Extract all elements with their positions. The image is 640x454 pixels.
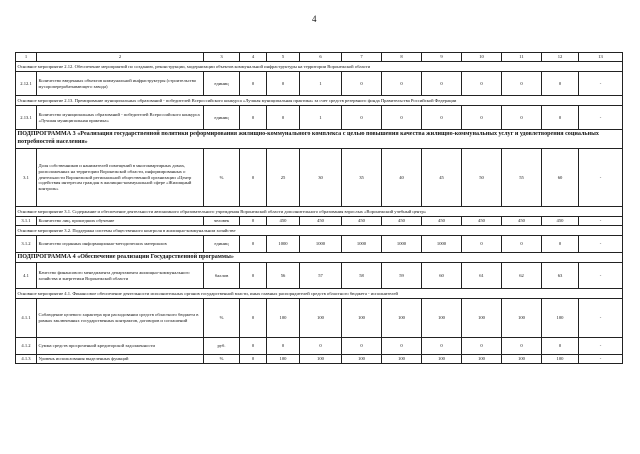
indicator-unit: %	[204, 299, 240, 338]
column-number: 2	[37, 53, 204, 62]
column-number: 10	[462, 53, 502, 62]
column-number: 8	[382, 53, 422, 62]
indicator-value: 57	[300, 263, 342, 289]
indicator-value: 1000	[300, 236, 342, 253]
indicator-value: 35	[342, 149, 382, 207]
indicator-value: 0	[502, 236, 542, 253]
indicator-value: 0	[267, 72, 300, 96]
indicator-value: 0	[422, 338, 462, 355]
indicator-value: 56	[267, 263, 300, 289]
column-number-row	[16, 53, 623, 62]
indicator-name: Уровень использования выделенных функций	[37, 355, 204, 364]
indicator-row	[16, 338, 623, 355]
indicator-value: 0	[382, 106, 422, 130]
indicator-value: 450	[422, 217, 462, 226]
indicator-value: 0	[240, 149, 267, 207]
indicator-value: 0	[240, 338, 267, 355]
column-number: 5	[267, 53, 300, 62]
indicator-value: 0	[502, 72, 542, 96]
indicator-value: 100	[502, 299, 542, 338]
indicator-code: 2.13.1	[16, 106, 37, 130]
indicator-name: Доля собственников и нанимателей помещений в многоквартирных домах, расположенных на территории Воронежской области, информированных о деятельности Воронежской региональной общественной организации «Центр содействия интересам граждан в жилищно-коммунальной сфере «Жилищный контроль»	[37, 149, 204, 207]
indicator-value: 450	[462, 217, 502, 226]
indicator-unit: баллов	[204, 263, 240, 289]
indicator-value: 0	[240, 106, 267, 130]
activity-row	[16, 226, 623, 236]
column-number: 9	[422, 53, 462, 62]
column-number: 7	[342, 53, 382, 62]
indicator-name: Сумма средств просроченной кредиторской задолженности	[37, 338, 204, 355]
indicator-value: -	[579, 338, 623, 355]
indicator-value: 100	[422, 355, 462, 364]
indicator-value: 1000	[342, 236, 382, 253]
indicator-name: Качество финансового менеджмента департамента жилищно-коммунального хозяйства и энергетики Воронежской области	[37, 263, 204, 289]
column-number: 6	[300, 53, 342, 62]
indicator-value: 62	[502, 263, 542, 289]
indicator-code: 4.1.1	[16, 299, 37, 338]
indicator-value: -	[579, 299, 623, 338]
indicator-value: 0	[422, 72, 462, 96]
indicator-name: Соблюдение целевого характера при расходовании средств областного бюджета в рамках заключенных государственных контрактов, договоров и соглашений	[37, 299, 204, 338]
indicator-row	[16, 236, 623, 253]
indicator-value: 60	[422, 263, 462, 289]
indicator-value: 450	[382, 217, 422, 226]
subprogram-title: ПОДПРОГРАММА 3 «Реализация государственной политики реформирования жилищно-коммунального комплекса с целью повышения качества жилищно-коммунальных услуг и удовлетворения социальных потребностей населения»	[16, 130, 623, 149]
indicator-value: 0	[542, 338, 579, 355]
indicator-name: Количество лиц, прошедших обучение	[37, 217, 204, 226]
indicator-value: 58	[342, 263, 382, 289]
indicator-row	[16, 217, 623, 226]
indicator-value: 0	[422, 106, 462, 130]
indicator-row	[16, 149, 623, 207]
indicator-code: 4.1	[16, 263, 37, 289]
indicator-row	[16, 72, 623, 96]
indicator-value: 0	[542, 236, 579, 253]
indicator-code: 3.1.1	[16, 217, 37, 226]
indicator-unit: единиц	[204, 72, 240, 96]
indicator-value: 0	[240, 299, 267, 338]
indicator-value: 0	[240, 355, 267, 364]
activity-title: Основное мероприятие 2.12. Обеспечение мероприятий по созданию, реконструкции, модернизации объектов коммунальной инфраструктуры на территории Воронежской области	[16, 62, 623, 72]
indicator-value: -	[579, 217, 623, 226]
indicator-value: 100	[502, 355, 542, 364]
column-number: 3	[204, 53, 240, 62]
indicator-value: -	[579, 72, 623, 96]
indicator-unit: человек	[204, 217, 240, 226]
indicator-value: -	[579, 236, 623, 253]
subprogram-title: ПОДПРОГРАММА 4 «Обеспечение реализации Государственной программы»	[16, 253, 623, 263]
activity-title: Основное мероприятие 4.1. Финансовое обеспечение деятельности исполнительных органов государственной власти, иных главных распорядителей средств областного бюджета - исполнителей	[16, 289, 623, 299]
indicator-row	[16, 299, 623, 338]
indicators-table	[15, 52, 623, 364]
indicator-value: 1000	[422, 236, 462, 253]
indicator-value: 450	[300, 217, 342, 226]
indicator-value: 0	[382, 338, 422, 355]
column-number: 11	[502, 53, 542, 62]
indicator-row	[16, 106, 623, 130]
indicator-value: 0	[542, 106, 579, 130]
indicator-value: 0	[462, 236, 502, 253]
indicator-name: Количество муниципальных образований - победителей Всероссийского конкурса «Лучшая муниципальная практика»	[37, 106, 204, 130]
indicator-value: 0	[342, 338, 382, 355]
indicator-code: 2.12.1	[16, 72, 37, 96]
indicator-value: 61	[462, 263, 502, 289]
indicator-code: 3.1	[16, 149, 37, 207]
page-number: 4	[312, 14, 317, 24]
indicator-value: 100	[382, 355, 422, 364]
activity-title: Основное мероприятие 3.1. Содержание и обеспечение деятельности автономного образовательного учреждения Воронежской области дополнительного образования взрослых «Воронежский учебный центр»	[16, 207, 623, 217]
indicator-value: 450	[542, 217, 579, 226]
indicator-value: 0	[240, 217, 267, 226]
indicator-value: 0	[267, 338, 300, 355]
indicator-value: 1	[300, 106, 342, 130]
indicator-value: 450	[342, 217, 382, 226]
indicator-value: 0	[462, 338, 502, 355]
indicator-row	[16, 355, 623, 364]
indicator-name: Количество введенных объектов коммунальной инфраструктуры (строительство мусороперерабатывающего завода)	[37, 72, 204, 96]
indicator-value: 55	[502, 149, 542, 207]
indicator-value: -	[579, 149, 623, 207]
activity-row	[16, 207, 623, 217]
indicator-value: 1000	[382, 236, 422, 253]
activity-row	[16, 289, 623, 299]
indicator-value: 0	[462, 106, 502, 130]
subprogram-row	[16, 130, 623, 149]
indicator-value: 0	[502, 106, 542, 130]
subprogram-row	[16, 253, 623, 263]
indicator-value: -	[579, 355, 623, 364]
indicator-code: 4.1.3	[16, 355, 37, 364]
indicator-value: 100	[462, 355, 502, 364]
indicator-unit: %	[204, 149, 240, 207]
indicator-value: 100	[342, 355, 382, 364]
indicator-value: 0	[300, 338, 342, 355]
indicator-value: 100	[267, 299, 300, 338]
indicator-value: 100	[542, 299, 579, 338]
indicator-value: 0	[382, 72, 422, 96]
indicator-unit: %	[204, 355, 240, 364]
indicator-name: Количество изданных информационно-методических материалов	[37, 236, 204, 253]
indicator-value: 0	[240, 72, 267, 96]
indicator-unit: единиц	[204, 236, 240, 253]
indicator-value: 0	[342, 72, 382, 96]
column-number: 13	[579, 53, 623, 62]
indicator-value: 100	[267, 355, 300, 364]
indicator-value: 0	[462, 72, 502, 96]
indicator-value: 100	[382, 299, 422, 338]
indicator-unit: единиц	[204, 106, 240, 130]
indicator-value: 0	[240, 236, 267, 253]
indicator-value: 45	[422, 149, 462, 207]
indicator-value: 100	[422, 299, 462, 338]
indicator-value: 50	[462, 149, 502, 207]
indicator-value: 100	[300, 355, 342, 364]
column-number: 12	[542, 53, 579, 62]
indicator-value: 63	[542, 263, 579, 289]
indicator-value: 450	[502, 217, 542, 226]
indicator-value: 0	[342, 106, 382, 130]
activity-title: Основное мероприятие 2.13. Премирование муниципальных образований - победителей Всероссийского конкурса «Лучшая муниципальная практика» за счет средств резервного фонда Правительства Российской Федерации	[16, 96, 623, 106]
indicator-value: 0	[502, 338, 542, 355]
indicator-value: 0	[267, 106, 300, 130]
indicator-row	[16, 263, 623, 289]
indicator-value: -	[579, 106, 623, 130]
indicator-value: -	[579, 263, 623, 289]
indicator-value: 100	[342, 299, 382, 338]
indicator-value: 100	[300, 299, 342, 338]
indicator-value: 100	[462, 299, 502, 338]
indicator-code: 4.1.2	[16, 338, 37, 355]
column-number: 4	[240, 53, 267, 62]
indicator-value: 60	[542, 149, 579, 207]
activity-title: Основное мероприятие 3.2. Поддержка системы общественного контроля в жилищно-коммунальном хозяйстве	[16, 226, 623, 236]
indicator-value: 30	[300, 149, 342, 207]
indicator-value: 59	[382, 263, 422, 289]
indicator-value: 0	[542, 72, 579, 96]
indicator-unit: руб.	[204, 338, 240, 355]
activity-row	[16, 96, 623, 106]
activity-row	[16, 62, 623, 72]
indicator-value: 25	[267, 149, 300, 207]
indicator-value: 1	[300, 72, 342, 96]
indicator-value: 1000	[267, 236, 300, 253]
indicator-value: 450	[267, 217, 300, 226]
indicator-value: 40	[382, 149, 422, 207]
indicator-value: 100	[542, 355, 579, 364]
column-number: 1	[16, 53, 37, 62]
indicator-value: 0	[240, 263, 267, 289]
indicator-code: 3.1.2	[16, 236, 37, 253]
